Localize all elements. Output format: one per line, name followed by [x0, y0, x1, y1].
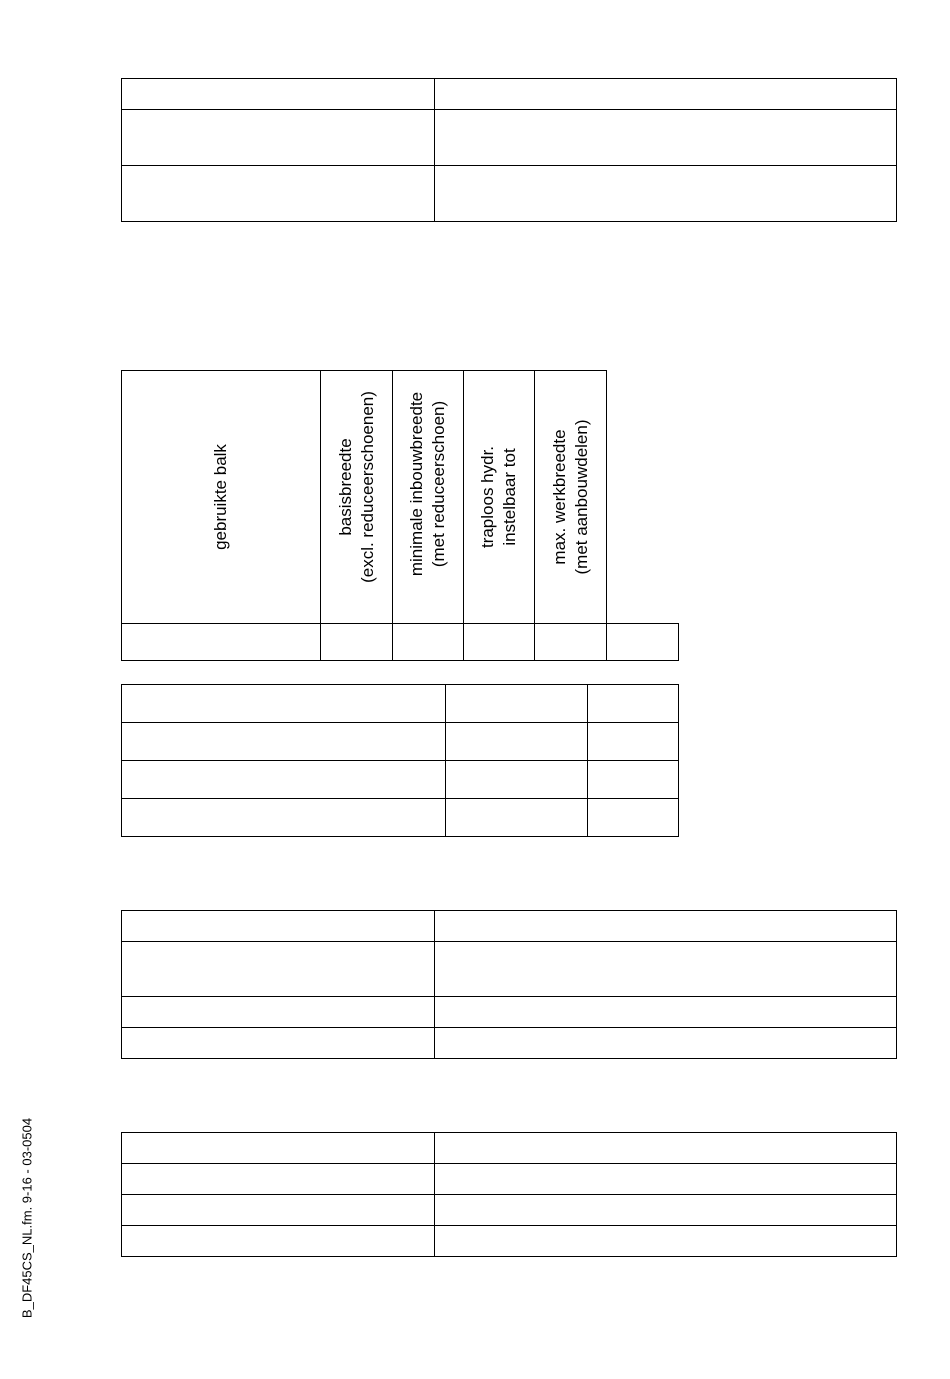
table-1	[121, 78, 897, 222]
table-row	[122, 997, 897, 1028]
table-3	[121, 684, 679, 837]
header-label: gebruikte balk	[211, 444, 230, 550]
table-row	[122, 110, 897, 166]
table-row	[122, 799, 679, 837]
table-widths	[121, 370, 679, 661]
table-row	[122, 1133, 897, 1164]
table-header-row	[122, 371, 679, 624]
file-footer-label: B_DF45CS_NL.fm. 9-16 - 03-0504	[19, 1117, 35, 1319]
table-row	[122, 624, 679, 661]
header-label: instelbaar tot	[500, 448, 519, 546]
header-label: (met aanbouwdelen)	[572, 419, 591, 575]
table-row	[122, 1195, 897, 1226]
table-row	[122, 942, 897, 997]
header-gebruikte-balk	[122, 371, 321, 624]
table-row	[122, 79, 897, 110]
header-label: max. werkbreedte	[550, 429, 569, 565]
header-minimale-inbouwbreedte	[393, 371, 464, 624]
table-row	[122, 1226, 897, 1257]
header-max-werkbreedte	[535, 371, 607, 624]
header-label: basisbreedte	[336, 438, 355, 536]
table-row	[122, 911, 897, 942]
table-row	[122, 1164, 897, 1195]
table-row	[122, 685, 679, 723]
table-row	[122, 166, 897, 222]
header-label: minimale inbouwbreedte	[407, 391, 426, 577]
table-4	[121, 910, 897, 1059]
table-row	[122, 761, 679, 799]
header-label: traploos hydr.	[478, 445, 497, 549]
table-row	[122, 723, 679, 761]
header-label: (excl. reduceerschoenen)	[358, 391, 377, 583]
header-basisbreedte	[321, 371, 393, 624]
table-5	[121, 1132, 897, 1257]
header-label: (met reduceerschoen)	[429, 400, 448, 568]
header-traploos	[464, 371, 535, 624]
table-row	[122, 1028, 897, 1059]
